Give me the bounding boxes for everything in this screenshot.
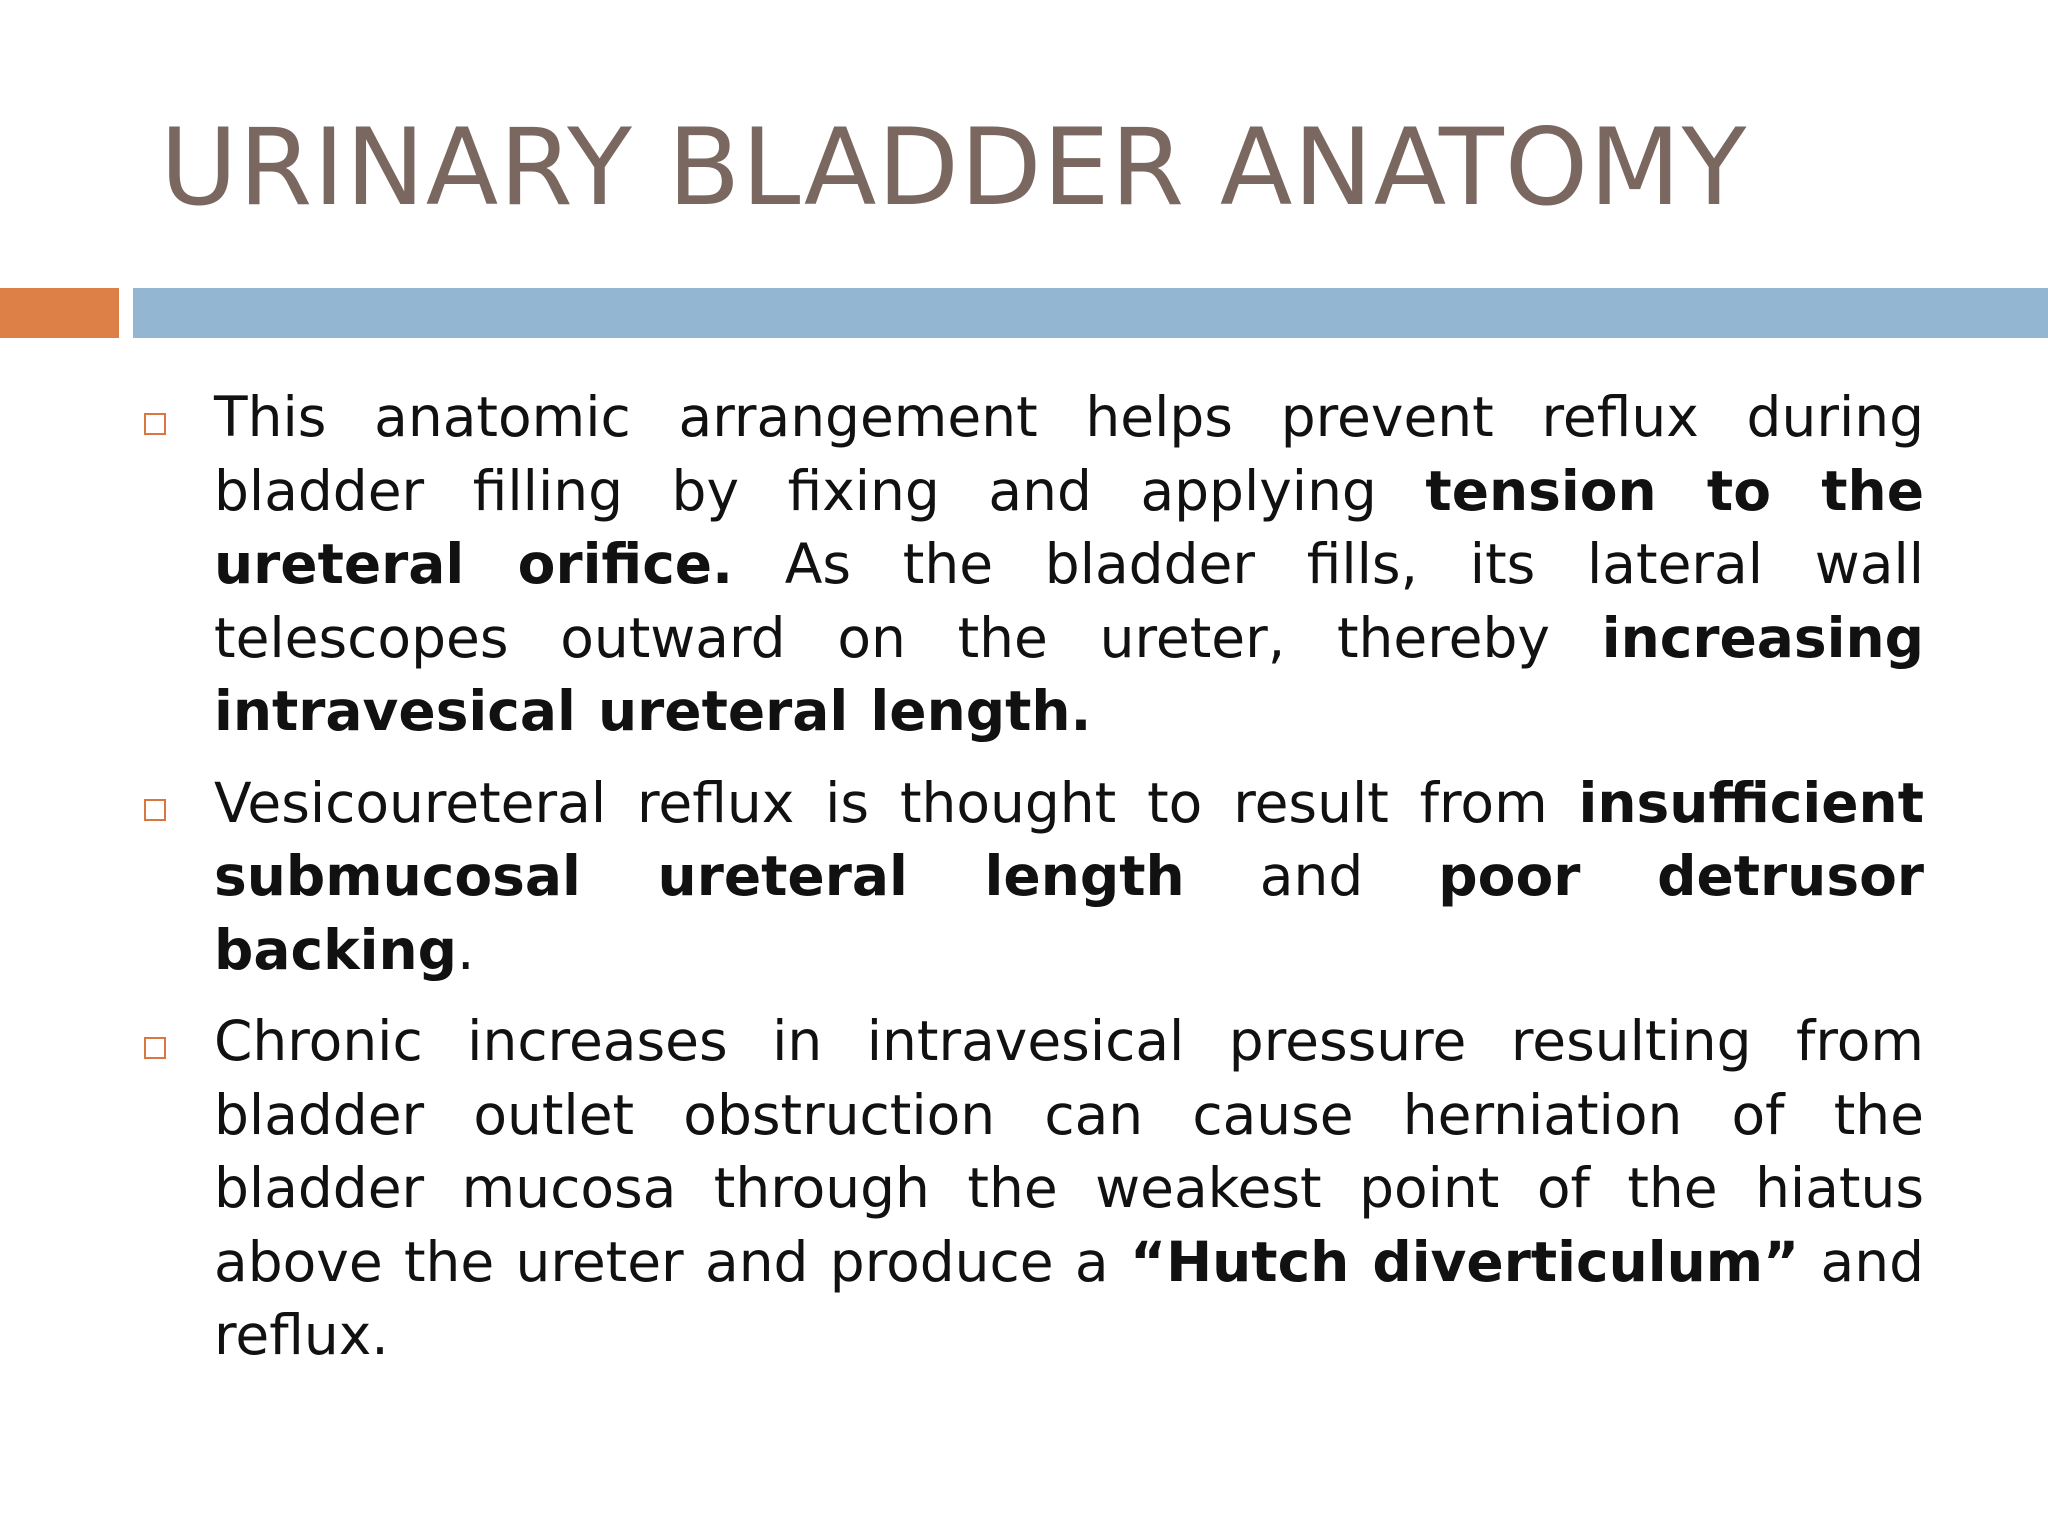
bold-text-segment: increasing intravesical ureteral length. bbox=[214, 605, 1924, 743]
bold-text-segment: poor detrusor backing bbox=[214, 844, 1924, 982]
square-bullet-icon bbox=[144, 799, 166, 821]
text-segment: This anatomic arrangement helps prevent reflux during bladder filling by fixing and applying bbox=[214, 385, 1924, 523]
accent-bar-orange bbox=[0, 288, 119, 338]
bullet-item-1 bbox=[140, 381, 1924, 749]
text-segment: Chronic increases in intravesical pressure resulting from bladder outlet obstruction can cause herniation of the bladder mucosa through the weakest point of the hiatus above the ureter and produce a bbox=[214, 1009, 1924, 1294]
bullet-item-2 bbox=[140, 767, 1924, 988]
bullet-text bbox=[214, 767, 1924, 988]
text-segment: and bbox=[1184, 844, 1439, 908]
text-segment: . bbox=[457, 917, 475, 982]
bullet-item-3 bbox=[140, 1005, 1924, 1373]
text-segment: As the bladder fills, its lateral wall telescopes outward on the ureter, thereby bbox=[214, 532, 1925, 670]
bold-text-segment: insufficient submucosal ureteral length bbox=[214, 770, 1924, 908]
text-segment: Vesicoureteral reflux is thought to result from bbox=[214, 770, 1579, 835]
text-segment: and reflux. bbox=[214, 1229, 1924, 1367]
bullet-text bbox=[214, 1005, 1924, 1373]
bullet-list bbox=[140, 381, 1924, 1391]
square-bullet-icon bbox=[144, 1037, 166, 1059]
bold-text-segment: tension to the ureteral orifice. bbox=[214, 458, 1924, 596]
bullet-text bbox=[214, 381, 1924, 749]
slide-title: URINARY BLADDER ANATOMY bbox=[160, 106, 1748, 229]
accent-bar-blue bbox=[133, 288, 2048, 338]
bold-text-segment: “Hutch diverticulum” bbox=[1129, 1229, 1800, 1294]
square-bullet-icon bbox=[144, 413, 166, 435]
